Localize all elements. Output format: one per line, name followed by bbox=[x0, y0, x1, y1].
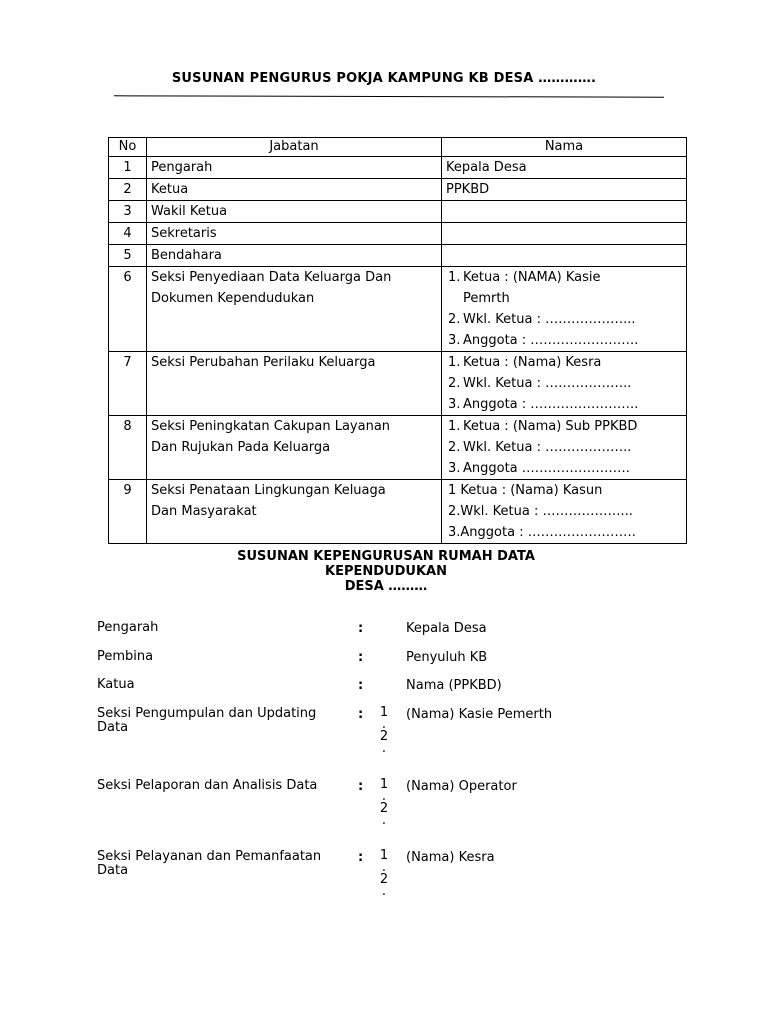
colon-separator: : bbox=[358, 850, 364, 865]
list-item bbox=[446, 309, 682, 330]
nama-cell bbox=[442, 352, 687, 416]
number-glyph: 1 bbox=[379, 705, 389, 720]
number-glyph: 2 bbox=[379, 872, 389, 887]
nama-text: PPKBD bbox=[446, 182, 490, 197]
jabatan-text: Bendahara bbox=[151, 248, 222, 263]
list-item bbox=[446, 437, 682, 458]
section-title-rumah-data bbox=[0, 549, 768, 594]
list-number: 2. bbox=[448, 440, 461, 455]
list-item bbox=[446, 330, 682, 351]
jabatan-text: Seksi Peningkatan Cakupan Layanan bbox=[151, 419, 391, 434]
role-label: Pengarah bbox=[97, 620, 159, 635]
header-no: No bbox=[109, 138, 147, 157]
colon-separator: : bbox=[358, 621, 364, 636]
number-glyph: 1 bbox=[379, 777, 389, 792]
list-number: 3. bbox=[448, 461, 461, 476]
nama-cell bbox=[442, 223, 687, 245]
header-jabatan: Jabatan bbox=[147, 138, 442, 157]
jabatan-text: Pengarah bbox=[151, 160, 213, 175]
nama-text: Kepala Desa bbox=[446, 160, 527, 175]
list-text: Anggota : ……………………. bbox=[463, 333, 639, 348]
nama-cell bbox=[442, 157, 687, 179]
table-row bbox=[109, 245, 687, 267]
nama-cell bbox=[442, 267, 687, 352]
section-title-line: SUSUNAN KEPENGURUSAN RUMAH DATA bbox=[237, 549, 535, 564]
number-glyph: . bbox=[381, 717, 387, 732]
nama-cell bbox=[442, 179, 687, 201]
table-header-row bbox=[109, 138, 687, 157]
table-row bbox=[109, 352, 687, 416]
jabatan-text: Sekretaris bbox=[151, 226, 217, 241]
list-item bbox=[446, 458, 682, 479]
row-number: 1 bbox=[109, 157, 147, 179]
list-item bbox=[446, 352, 682, 373]
number-glyph: 1 bbox=[379, 848, 389, 863]
list-text: Pemrth bbox=[463, 291, 510, 306]
row-number: 3 bbox=[109, 201, 147, 223]
jabatan-cell bbox=[147, 267, 442, 352]
list-number: 3. bbox=[448, 397, 461, 412]
list-text: Wkl. Ketua : ……………….. bbox=[463, 376, 632, 391]
jabatan-cell bbox=[147, 480, 442, 544]
list-item bbox=[446, 394, 682, 415]
row-number: 9 bbox=[109, 480, 147, 544]
person-value: (Nama) Kasie Pemerth bbox=[406, 707, 553, 722]
colon-separator: : bbox=[358, 650, 364, 665]
role-label: Katua bbox=[97, 677, 135, 692]
list-number: 1. bbox=[448, 355, 461, 370]
list-number: 2. bbox=[448, 312, 461, 327]
row-number: 6 bbox=[109, 267, 147, 352]
jabatan-cell bbox=[147, 416, 442, 480]
person-value: (Nama) Kesra bbox=[406, 850, 495, 865]
jabatan-text: Wakil Ketua bbox=[151, 204, 228, 219]
jabatan-text: Seksi Penyediaan Data Keluarga Dan bbox=[151, 270, 392, 285]
nama-cell bbox=[442, 245, 687, 267]
row-number: 7 bbox=[109, 352, 147, 416]
jabatan-text: Dokumen Kependudukan bbox=[151, 291, 315, 306]
nama-cell bbox=[442, 480, 687, 544]
list-text: Ketua : (Nama) Kesra bbox=[463, 355, 602, 370]
person-value: Kepala Desa bbox=[406, 621, 487, 636]
list-item bbox=[446, 288, 682, 309]
nama-list bbox=[446, 352, 682, 415]
jabatan-cell bbox=[147, 201, 442, 223]
list-text: Wkl. Ketua : ………………... bbox=[463, 312, 636, 327]
table-row bbox=[109, 267, 687, 352]
list-text: Ketua : (NAMA) Kasie bbox=[463, 270, 601, 285]
header-nama: Nama bbox=[442, 138, 687, 157]
table-row bbox=[109, 480, 687, 544]
person-value: (Nama) Operator bbox=[406, 779, 517, 794]
number-glyph: 2 bbox=[379, 801, 389, 816]
role-label: Seksi Pelayanan dan Pemanfaatan Data bbox=[97, 849, 322, 878]
list-number: 3. bbox=[448, 333, 461, 348]
document-title: SUSUNAN PENGURUS POKJA KAMPUNG KB DESA …………. bbox=[171, 71, 597, 86]
jabatan-text: Dan Masyarakat bbox=[151, 504, 257, 519]
table-row bbox=[109, 416, 687, 480]
list-item: 2.Wkl. Ketua : ………………... bbox=[448, 504, 633, 519]
number-glyph: . bbox=[381, 789, 387, 804]
list-item: 1 Ketua : (Nama) Kasun bbox=[448, 483, 603, 498]
colon-separator: : bbox=[358, 678, 364, 693]
row-number: 8 bbox=[109, 416, 147, 480]
list-text: Ketua : (Nama) Sub PPKBD bbox=[463, 419, 638, 434]
row-number: 2 bbox=[109, 179, 147, 201]
colon-separator: : bbox=[358, 779, 364, 794]
number-glyph: . bbox=[381, 741, 387, 756]
person-value: Penyuluh KB bbox=[406, 650, 488, 665]
list-item bbox=[446, 267, 682, 288]
nama-cell bbox=[442, 416, 687, 480]
numbering bbox=[378, 850, 390, 898]
section-title-line: KEPENDUDUKAN bbox=[325, 564, 447, 579]
colon-separator: : bbox=[358, 707, 364, 722]
role-label: Seksi Pelaporan dan Analisis Data bbox=[97, 778, 318, 793]
jabatan-cell bbox=[147, 179, 442, 201]
list-number: 1. bbox=[448, 419, 461, 434]
jabatan-cell bbox=[147, 245, 442, 267]
number-glyph: 2 bbox=[379, 729, 389, 744]
table-row bbox=[109, 201, 687, 223]
table-row bbox=[109, 157, 687, 179]
jabatan-cell bbox=[147, 157, 442, 179]
number-glyph: . bbox=[381, 813, 387, 828]
jabatan-cell bbox=[147, 223, 442, 245]
list-text: Anggota : ……………………. bbox=[463, 397, 639, 412]
nama-list bbox=[446, 267, 682, 351]
number-glyph: . bbox=[381, 884, 387, 899]
list-number: 2. bbox=[448, 376, 461, 391]
number-glyph: . bbox=[381, 860, 387, 875]
numbering bbox=[378, 779, 390, 827]
list-item: 3.Anggota : ……………………. bbox=[448, 525, 636, 540]
table-row bbox=[109, 223, 687, 245]
list-text: Wkl. Ketua : ……………….. bbox=[463, 440, 632, 455]
nama-list bbox=[446, 416, 682, 479]
jabatan-text: Seksi Perubahan Perilaku Keluarga bbox=[151, 355, 376, 370]
jabatan-text: Ketua bbox=[151, 182, 189, 197]
list-item bbox=[446, 373, 682, 394]
person-value: Nama (PPKBD) bbox=[406, 678, 502, 693]
list-number: 1. bbox=[448, 270, 461, 285]
jabatan-cell bbox=[147, 352, 442, 416]
table-row bbox=[109, 179, 687, 201]
nama-cell bbox=[442, 201, 687, 223]
jabatan-text: Dan Rujukan Pada Keluarga bbox=[151, 440, 331, 455]
title-underline bbox=[114, 95, 664, 98]
numbering bbox=[378, 707, 390, 755]
pokja-table bbox=[108, 137, 687, 544]
role-label: Seksi Pengumpulan dan Updating Data bbox=[97, 706, 317, 735]
role-label: Pembina bbox=[97, 649, 154, 664]
nama-list bbox=[446, 480, 682, 543]
jabatan-text: Seksi Penataan Lingkungan Keluaga bbox=[151, 483, 386, 498]
section-title-line: DESA ……… bbox=[344, 579, 428, 594]
list-text: Anggota ……………………. bbox=[463, 461, 630, 476]
list-item bbox=[446, 416, 682, 437]
row-number: 4 bbox=[109, 223, 147, 245]
row-number: 5 bbox=[109, 245, 147, 267]
